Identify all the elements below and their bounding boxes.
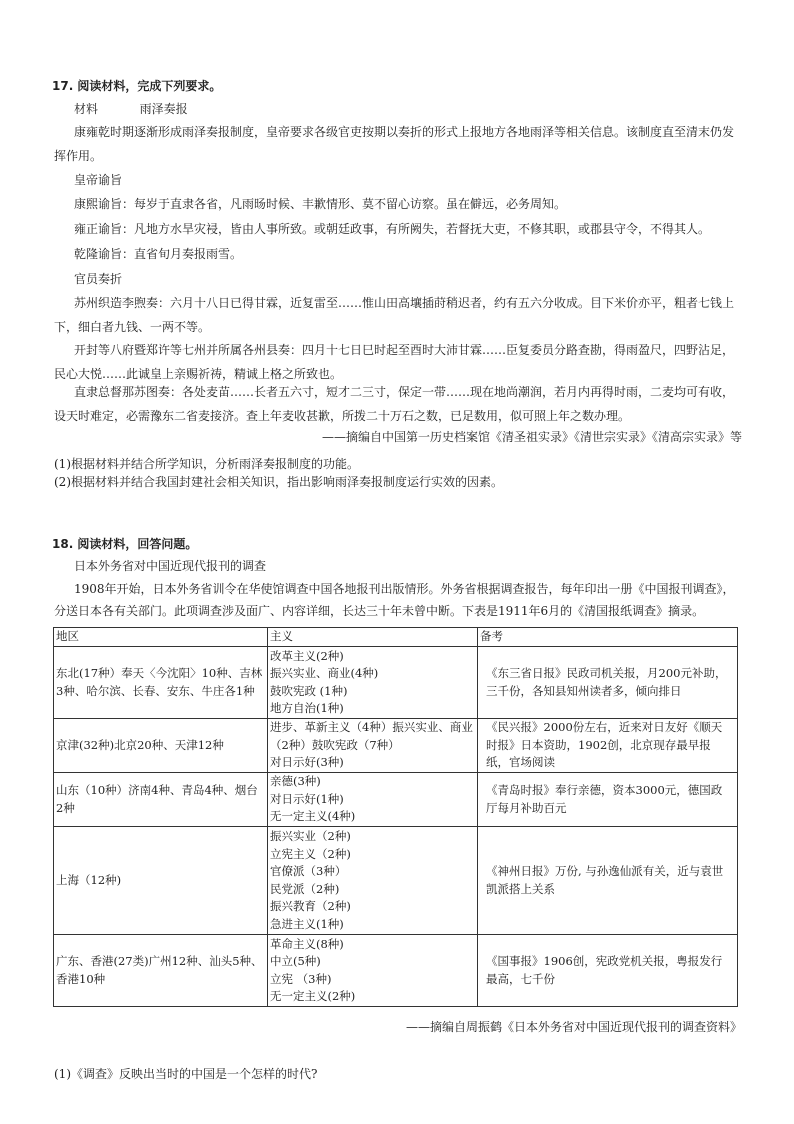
ism-line: 急进主义(1种) [270, 916, 344, 931]
ism-line: 振兴实业（2种) [270, 829, 351, 843]
ism-line: 改革主义(2种) [270, 648, 344, 663]
ism-line: 振兴教育（2种) [270, 899, 351, 913]
q17-material-label: 材料 [74, 102, 99, 116]
q17-edicts-heading: 皇帝谕旨 [74, 173, 123, 187]
table-cell-region: 京津(32种)北京20种、天津12种 [54, 719, 268, 773]
table-header-region: 地区 [54, 628, 268, 647]
table-row [54, 719, 738, 773]
table-cell-ism [268, 827, 478, 935]
q17-title: 17. 阅读材料，完成下列要求。 [52, 79, 222, 93]
q17-question-2: (2)根据材料并结合我国封建社会相关知识，指出影响雨泽奏报制度运行实效的因素。 [54, 475, 504, 489]
table-cell-region: 东北(17种）奉天〈今沈阳〉10种、吉林3种、哈尔滨、长春、安东、牛庄各1种 [54, 647, 268, 719]
q17-intro: 康雍乾时期逐渐形成雨泽奏报制度，皇帝要求各级官吏按期以奏折的形式上报地方各地雨泽等相关信息。该制度直至清末仍发挥作用。 [54, 125, 735, 163]
table-cell-region: 广东、香港(27类)广州12种、汕头5种、香港10种 [54, 935, 268, 1007]
table-header-notes: 备考 [478, 628, 738, 647]
ism-line: 立宪 （3种) [270, 971, 332, 986]
q17-question-1: (1)根据材料并结合所学知识，分析雨泽奏报制度的功能。 [54, 457, 360, 471]
table-cell-ism [268, 773, 478, 827]
table-row [54, 773, 738, 827]
q17-material-title: 雨泽奏报 [139, 102, 188, 116]
ism-line: 振兴实业、商业(4种) [270, 666, 379, 680]
ism-line: 民党派（2种) [270, 881, 340, 896]
q17-memorials-heading: 官员奏折 [74, 272, 123, 286]
newspaper-survey-table [53, 627, 738, 1007]
q18-title: 18. 阅读材料，回答问题。 [52, 537, 198, 551]
q17-memorial-zhili: 直隶总督那苏图奏：各处麦苗……长者五六寸，短才二三寸，保定一带……现在地尚潮润，若月内再得时雨，二麦均可有收，设天时难定，必需豫东二省麦接济。查上年麦收甚歉，所拨二十万石之数，已足数用，似可照上年之数办理。 [54, 385, 735, 423]
ism-line: 对日示好(1种) [270, 791, 344, 806]
table-cell-ism [268, 647, 478, 719]
table-cell-region: 上海（12种) [54, 827, 268, 935]
q17-material-header [74, 101, 188, 117]
q17-edict-yongzheng: 雍正谕旨：凡地方水旱灾祲，皆由人事所致。或朝廷政事，有所阙失，若督抚大吏，不修其职，或郡县守令，不得其人。 [74, 222, 711, 236]
table-row [54, 827, 738, 935]
q18-source: ——摘编自周振鹤《日本外务省对中国近现代报刊的调查资料》 [405, 1020, 742, 1034]
table-row [54, 647, 738, 719]
ism-line: 中立(5种) [270, 954, 321, 968]
table-cell-notes: 《神州日报》万份, 与孙逸仙派有关，近与袁世凯派搭上关系 [478, 827, 738, 935]
ism-line: 官僚派（3种） [270, 864, 347, 878]
table-cell-ism [268, 719, 478, 773]
q18-intro: 1908年开始，日本外务省训令在华使馆调查中国各地报刊出版情形。外务省根据调查报告，每年印出一册《中国报刊调查》，分送日本各有关部门。此项调查涉及面广、内容详细，长达三十年未曾中断。下表是1911年6月的《清国报纸调查》摘录。 [54, 582, 735, 618]
q17-memorial-suzhou: 苏州织造李煦奏：六月十八日已得甘霖，近复雷至……惟山田高壤插莳稍迟者，约有五六分收成。目下米价亦平，粗者七钱上下，细白者九钱、一两不等。 [54, 296, 735, 334]
q18-subtitle: 日本外务省对中国近现代报刊的调查 [74, 559, 267, 573]
q18-question-1: (1)《调查》反映出当时的中国是一个怎样的时代? [54, 1067, 318, 1081]
q17-memorial-kaifeng: 开封等八府暨郑许等七州并所属各州县奏：四月十七日巳时起至酉时大沛甘霖……臣复委员分路查勘，得雨盈尺，四野沾足，民心大悦……此诚皇上亲赐祈祷，精诚上格之所致也。 [54, 343, 735, 381]
ism-line: 革命主义(8种) [270, 936, 344, 951]
table-cell-region: 山东（10种）济南4种、青岛4种、烟台2种 [54, 773, 268, 827]
q17-source: ——摘编自中国第一历史档案馆《清圣祖实录》《清世宗实录》《清高宗实录》等 [321, 430, 742, 444]
ism-line: 鼓吹宪政 (1种) [270, 683, 348, 698]
table-cell-notes: 《东三省日报》民政司机关报，月200元补助，三千份，各知县知州读者多，倾向排日 [478, 647, 738, 719]
table-cell-notes: 《国事报》1906创，宪政党机关报，粤报发行最高，七千份 [478, 935, 738, 1007]
ism-line: 无一定主义(2种) [270, 989, 356, 1003]
table-row [54, 935, 738, 1007]
ism-line: 进步、革新主义（4种）振兴实业、商业（2种）鼓吹宪政（7种） [270, 720, 473, 752]
ism-line: 亲德(3种) [270, 774, 321, 789]
q17-edict-qianlong: 乾隆谕旨：直省旬月奏报雨雪。 [74, 247, 243, 261]
ism-line: 立宪主义（2种) [270, 846, 351, 861]
table-header-ism: 主义 [268, 628, 478, 647]
table-cell-ism [268, 935, 478, 1007]
q17-edict-kangxi: 康熙谕旨：每岁于直隶各省，凡雨旸时候、丰歉情形、莫不留心访察。虽在僻远，必务周知。 [74, 197, 567, 211]
ism-line: 无一定主义(4种) [270, 809, 356, 824]
table-cell-notes: 《青岛时报》奉行亲德，资本3000元，德国政厅每月补助百元 [478, 773, 738, 827]
table-header-row [54, 628, 738, 647]
ism-line: 对日示好(3种) [270, 755, 344, 770]
ism-line: 地方自治(1种) [270, 701, 344, 715]
table-cell-notes: 《民兴报》2000份左右，近来对日友好《顺天时报》日本资助，1902创，北京现存最早报纸，官场阅读 [478, 719, 738, 773]
